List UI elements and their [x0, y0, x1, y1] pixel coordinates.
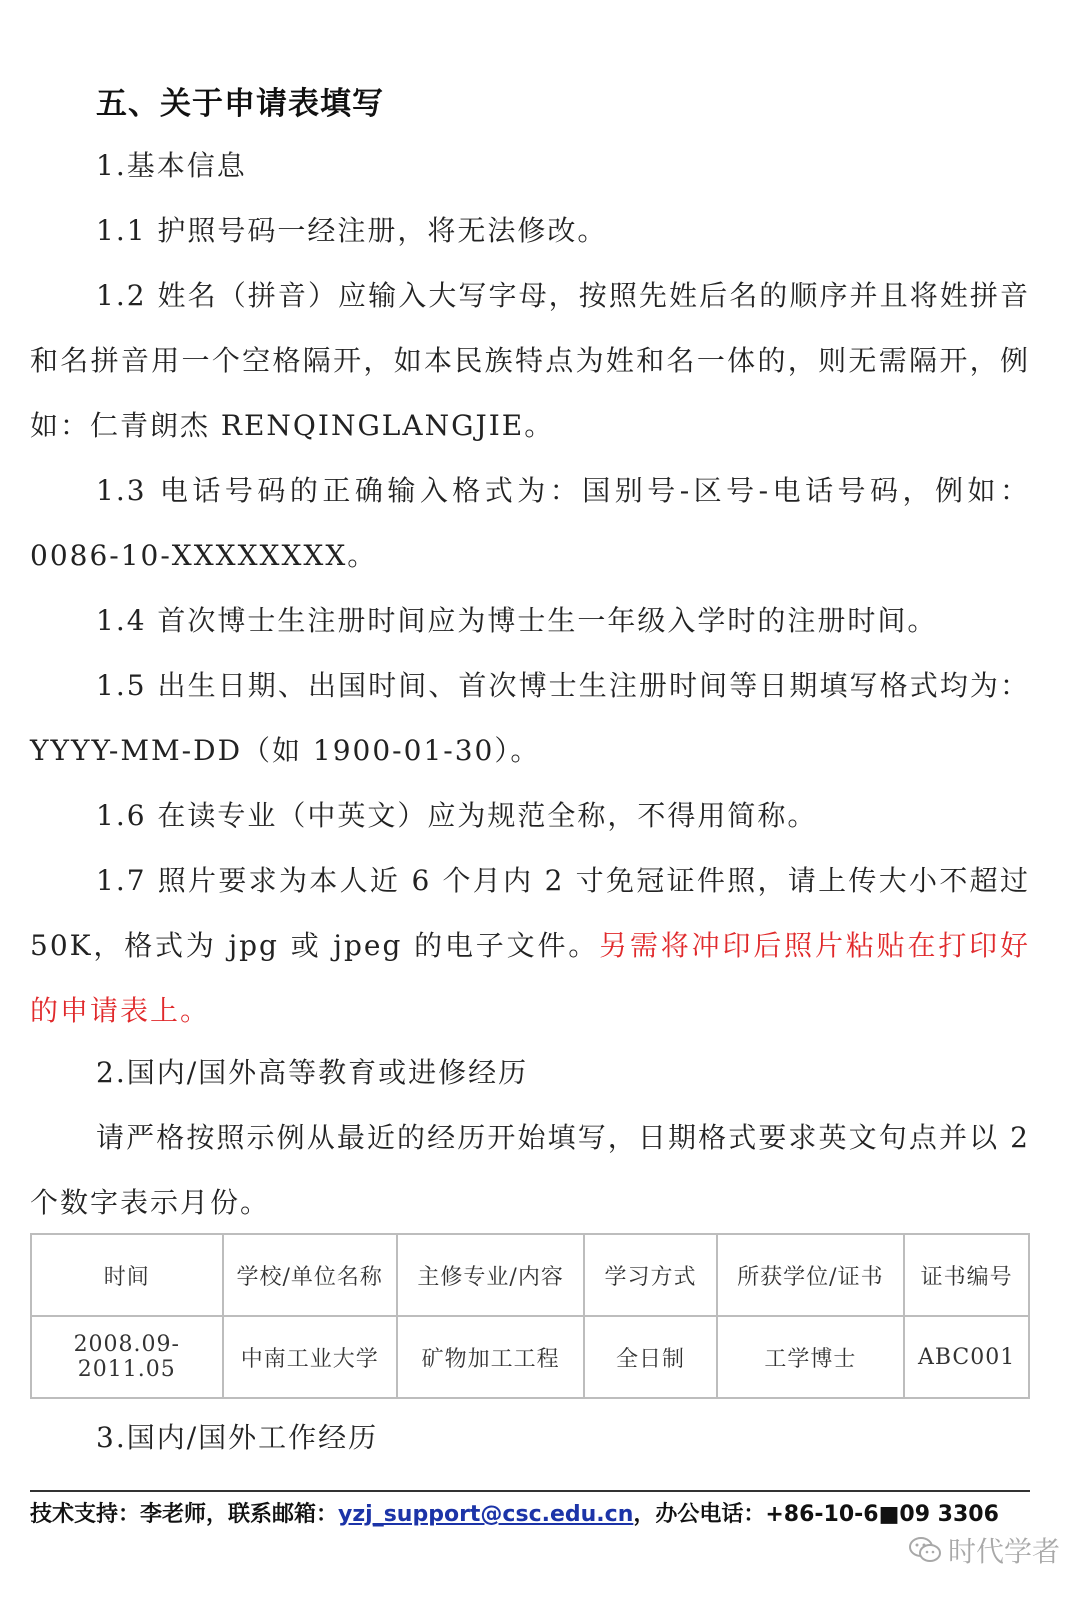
footer-contact — [30, 1497, 1030, 1528]
paragraph-1-2: 1.2 姓名（拼音）应输入大写字母，按照先姓后名的顺序并且将姓拼音和名拼音用一个空格隔开，如本民族特点为姓和名一体的，则无需隔开，例如：仁青朗杰 RENQINGLANGJIE。 — [30, 279, 1030, 442]
paragraph-1-1: 1.1 护照号码一经注册，将无法修改。 — [96, 214, 608, 247]
footer-phone: ，办公电话：+86-10-6■09 3306 — [633, 1502, 999, 1527]
table-header-cell: 证书编号 — [904, 1234, 1029, 1316]
table-header-cell: 时间 — [31, 1234, 223, 1316]
table-header-cell: 所获学位/证书 — [717, 1234, 905, 1316]
watermark — [908, 1530, 1060, 1570]
table-header-cell: 学习方式 — [584, 1234, 716, 1316]
subsection-title-basic-info: 1.基本信息 — [96, 149, 247, 182]
section-heading: 五、关于申请表填写 — [96, 86, 384, 122]
paragraph-1-3: 1.3 电话号码的正确输入格式为：国别号-区号-电话号码，例如：0086-10-XXXXXXXX。 — [30, 474, 1030, 572]
support-email-link[interactable]: yzj_support@csc.edu.cn — [338, 1502, 634, 1527]
table-header-row — [31, 1234, 1029, 1316]
paragraph-1-7-text: 1.7 照片要求为本人近 6 个月内 2 寸免冠证件照，请上传大小不超过 50K，格式为 jpg 或 jpeg 的电子文件。 — [30, 864, 1030, 962]
table-cell: ABC001 — [904, 1316, 1029, 1398]
footer-label: 技术支持：李老师，联系邮箱： — [30, 1502, 339, 1527]
paragraph-1-6: 1.6 在读专业（中英文）应为规范全称，不得用简称。 — [96, 799, 818, 832]
footer-divider — [30, 1490, 1030, 1492]
education-instructions: 请严格按照示例从最近的经历开始填写，日期格式要求英文句点并以 2 个数字表示月份。 — [30, 1121, 1030, 1219]
wechat-icon — [908, 1535, 942, 1565]
table-header-cell: 主修专业/内容 — [397, 1234, 585, 1316]
watermark-text: 时代学者 — [947, 1535, 1060, 1568]
table-cell: 工学博士 — [717, 1316, 905, 1398]
subsection-title-work-experience: 3.国内/国外工作经历 — [96, 1421, 379, 1454]
table-header-cell: 学校/单位名称 — [223, 1234, 397, 1316]
table-row — [31, 1316, 1029, 1398]
paragraph-1-5: 1.5 出生日期、出国时间、首次博士生注册时间等日期填写格式均为：YYYY-MM-DD（如 1900-01-30）。 — [30, 669, 1030, 767]
paragraph-1-4: 1.4 首次博士生注册时间应为博士生一年级入学时的注册时间。 — [96, 604, 938, 637]
table-cell: 2008.09-2011.05 — [31, 1316, 223, 1398]
paragraph-1-7 — [30, 848, 1030, 1043]
table-cell: 矿物加工工程 — [397, 1316, 585, 1398]
photo-paste-notice: 另需将冲印后照片粘贴在打印好的申请表上。 — [30, 929, 1030, 1027]
education-example-table — [30, 1233, 1030, 1399]
table-cell: 全日制 — [584, 1316, 716, 1398]
subsection-title-education: 2.国内/国外高等教育或进修经历 — [96, 1056, 529, 1089]
table-cell: 中南工业大学 — [223, 1316, 397, 1398]
